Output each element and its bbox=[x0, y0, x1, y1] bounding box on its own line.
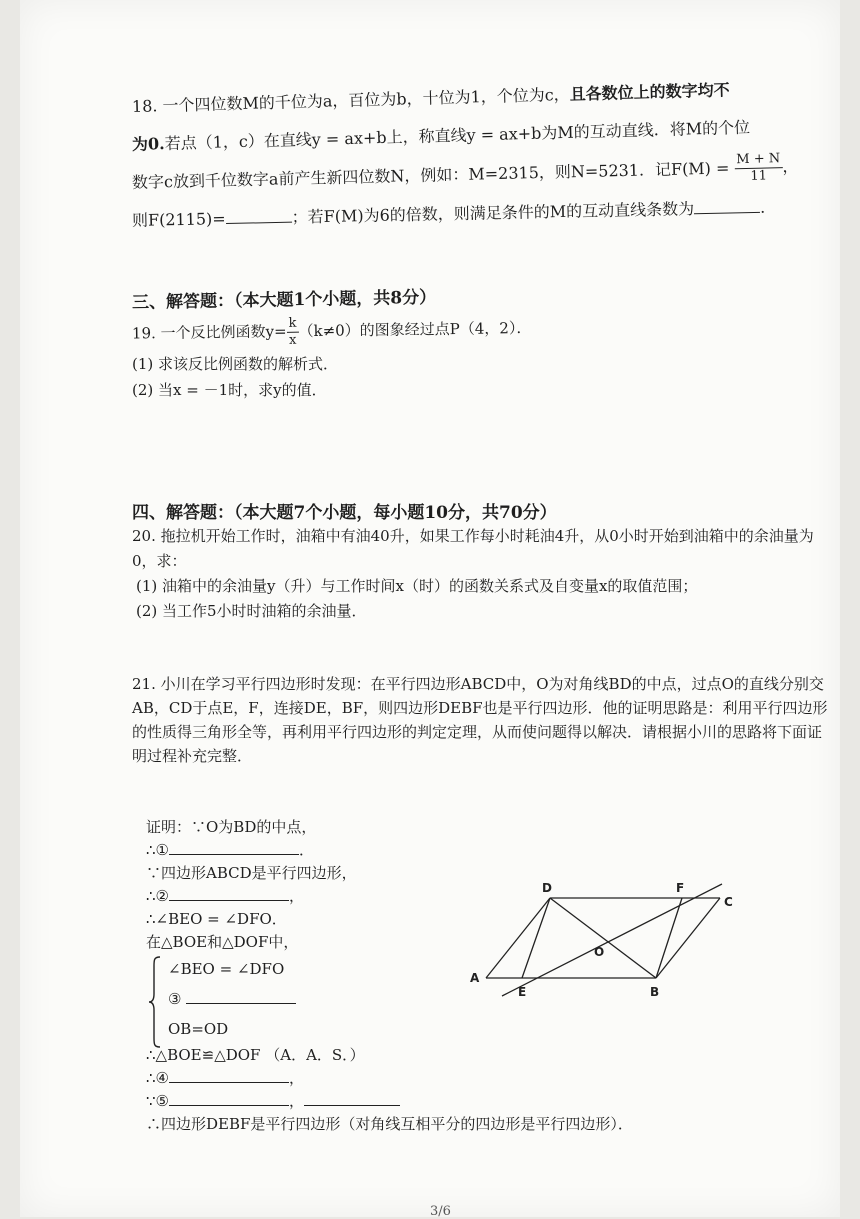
proof-step-4: ∴④ bbox=[146, 1069, 169, 1087]
fraction-denominator: 11 bbox=[750, 168, 768, 184]
condition-3: OB=OD bbox=[168, 1020, 229, 1038]
label-o: O bbox=[594, 945, 605, 959]
proof-step-2: ∴② bbox=[146, 887, 169, 905]
fraction-m-plus-n-over-11 bbox=[734, 151, 783, 185]
proof-line-1: 证明：∵O为BD的中点， bbox=[146, 818, 317, 836]
fraction-denominator: x bbox=[288, 332, 297, 348]
q18-period: ． bbox=[759, 197, 777, 217]
proof-line-5: ∴∠BEO = ∠DFO． bbox=[146, 910, 287, 928]
section-4-heading: 四、解答题：（本大题7个小题，每小题10分，共70分） bbox=[132, 503, 557, 523]
answer-blank-5a[interactable] bbox=[169, 1091, 289, 1106]
question-20 bbox=[132, 524, 832, 624]
proof-line-9 bbox=[146, 1090, 633, 1113]
parallelogram-figure bbox=[464, 878, 754, 1008]
q19-part-2: (2) 当x = －1时，求y的值． bbox=[132, 381, 327, 399]
side-bc bbox=[656, 898, 720, 978]
proof-line-2 bbox=[146, 839, 633, 862]
q18-text-1: 18. 一个四位数M的千位为a，百位为b，十位为1，个位为c， bbox=[131, 84, 570, 116]
fraction-k-over-x bbox=[286, 316, 298, 349]
proof-line-8 bbox=[146, 1067, 633, 1090]
q19-text-a: 19. 一个反比例函数y= bbox=[131, 322, 287, 343]
diagonal-bd bbox=[550, 898, 656, 978]
answer-blank-1[interactable] bbox=[169, 840, 299, 855]
question-21 bbox=[132, 672, 832, 768]
proof-step-3: ③ bbox=[168, 990, 182, 1008]
proof-step-2-end: ， bbox=[289, 887, 305, 905]
answer-blank-2[interactable] bbox=[169, 886, 289, 901]
label-c: C bbox=[724, 895, 733, 909]
q18-text-4b: ；若F(M)为6的倍数，则满足条件的M的互动直线条数为 bbox=[291, 199, 695, 227]
q19-stem bbox=[132, 312, 532, 351]
q20-part-1: (1) 油箱中的余油量y（升）与工作时间x（时）的函数关系式及自变量x的取值范围； bbox=[136, 577, 698, 595]
fraction-numerator: M + N bbox=[734, 151, 782, 169]
q18-text-3: 数字c放到千位数字a前产生新四位数N，例如：M=2315，则N=5231．记F(M) = bbox=[131, 158, 730, 192]
q18-comma: ， bbox=[782, 156, 799, 177]
q18-text-2: 若点（1，c）在直线y = ax+b上，称直线y = ax+b为M的互动直线．将M的个位 bbox=[164, 117, 751, 154]
q19-part-1: (1) 求该反比例函数的解析式． bbox=[132, 355, 339, 373]
page-number: 3/6 bbox=[430, 1204, 451, 1219]
side-ad bbox=[486, 898, 550, 978]
proof-line-7: ∴△BOE≌△DOF （A．A．S．） bbox=[146, 1046, 365, 1064]
q20-stem: 20. 拖拉机开始工作时，油箱中有油40升，如果工作每小时耗油4升，从0小时开始到油箱中的余油量为0，求： bbox=[132, 527, 814, 570]
exam-page bbox=[20, 0, 840, 1217]
q21-stem: 21. 小川在学习平行四边形时发现：在平行四边形ABCD中，O为对角线BD的中点，过点O的直线分别交AB，CD于点E，F，连接DE，BF，则四边形DEBF也是平行四边形．他的证明思路是：利用平行四边形的性质得三角形全等，再利用平行四边形的判定定理，从而使问题得以解决．请根据小川的思路将下面证明过程补充完整． bbox=[132, 675, 828, 765]
proof-step-4-end: ， bbox=[289, 1069, 305, 1087]
label-d: D bbox=[542, 881, 552, 895]
q18-bold-text-2: 为0. bbox=[131, 134, 165, 154]
fraction-numerator: k bbox=[286, 316, 298, 333]
answer-blank-4[interactable] bbox=[169, 1068, 289, 1083]
condition-1: ∠BEO = ∠DFO bbox=[168, 960, 285, 978]
proof-step-5: ∵⑤ bbox=[146, 1092, 169, 1110]
q18-bold-text-1: 且各数位上的数字均不 bbox=[569, 80, 730, 104]
answer-blank-3[interactable] bbox=[186, 989, 296, 1004]
label-f: F bbox=[676, 881, 685, 895]
q20-part-2: (2) 当工作5小时时油箱的余油量． bbox=[136, 602, 367, 620]
answer-blank-f2115[interactable] bbox=[225, 208, 291, 224]
section-3-heading: 三、解答题：（本大题1个小题，共8分） bbox=[131, 287, 437, 313]
proof-step-5-comma: ， bbox=[289, 1092, 305, 1110]
left-brace-icon bbox=[148, 956, 162, 1048]
question-18 bbox=[131, 80, 812, 240]
label-e: E bbox=[518, 985, 527, 999]
question-19 bbox=[131, 315, 532, 403]
q18-text-4a: 则F(2115)= bbox=[131, 209, 226, 230]
q19-text-b: （k≠0）的图象经过点P（4，2）． bbox=[298, 318, 532, 341]
proof-step-1: ∴① bbox=[146, 841, 169, 859]
proof-step-1-end: ． bbox=[299, 841, 315, 859]
proof-line-6: 在△BOE和△DOF中， bbox=[146, 933, 299, 951]
label-a: A bbox=[470, 971, 480, 985]
segment-de bbox=[522, 898, 550, 978]
answer-blank-line-count[interactable] bbox=[694, 198, 760, 214]
answer-blank-5b[interactable] bbox=[304, 1091, 400, 1106]
proof-line-10: ∴四边形DEBF是平行四边形（对角线互相平分的四边形是平行四边形）． bbox=[146, 1115, 633, 1133]
label-b: B bbox=[650, 985, 660, 999]
proof-line-3: ∵四边形ABCD是平行四边形， bbox=[146, 864, 357, 882]
segment-bf bbox=[656, 898, 682, 978]
